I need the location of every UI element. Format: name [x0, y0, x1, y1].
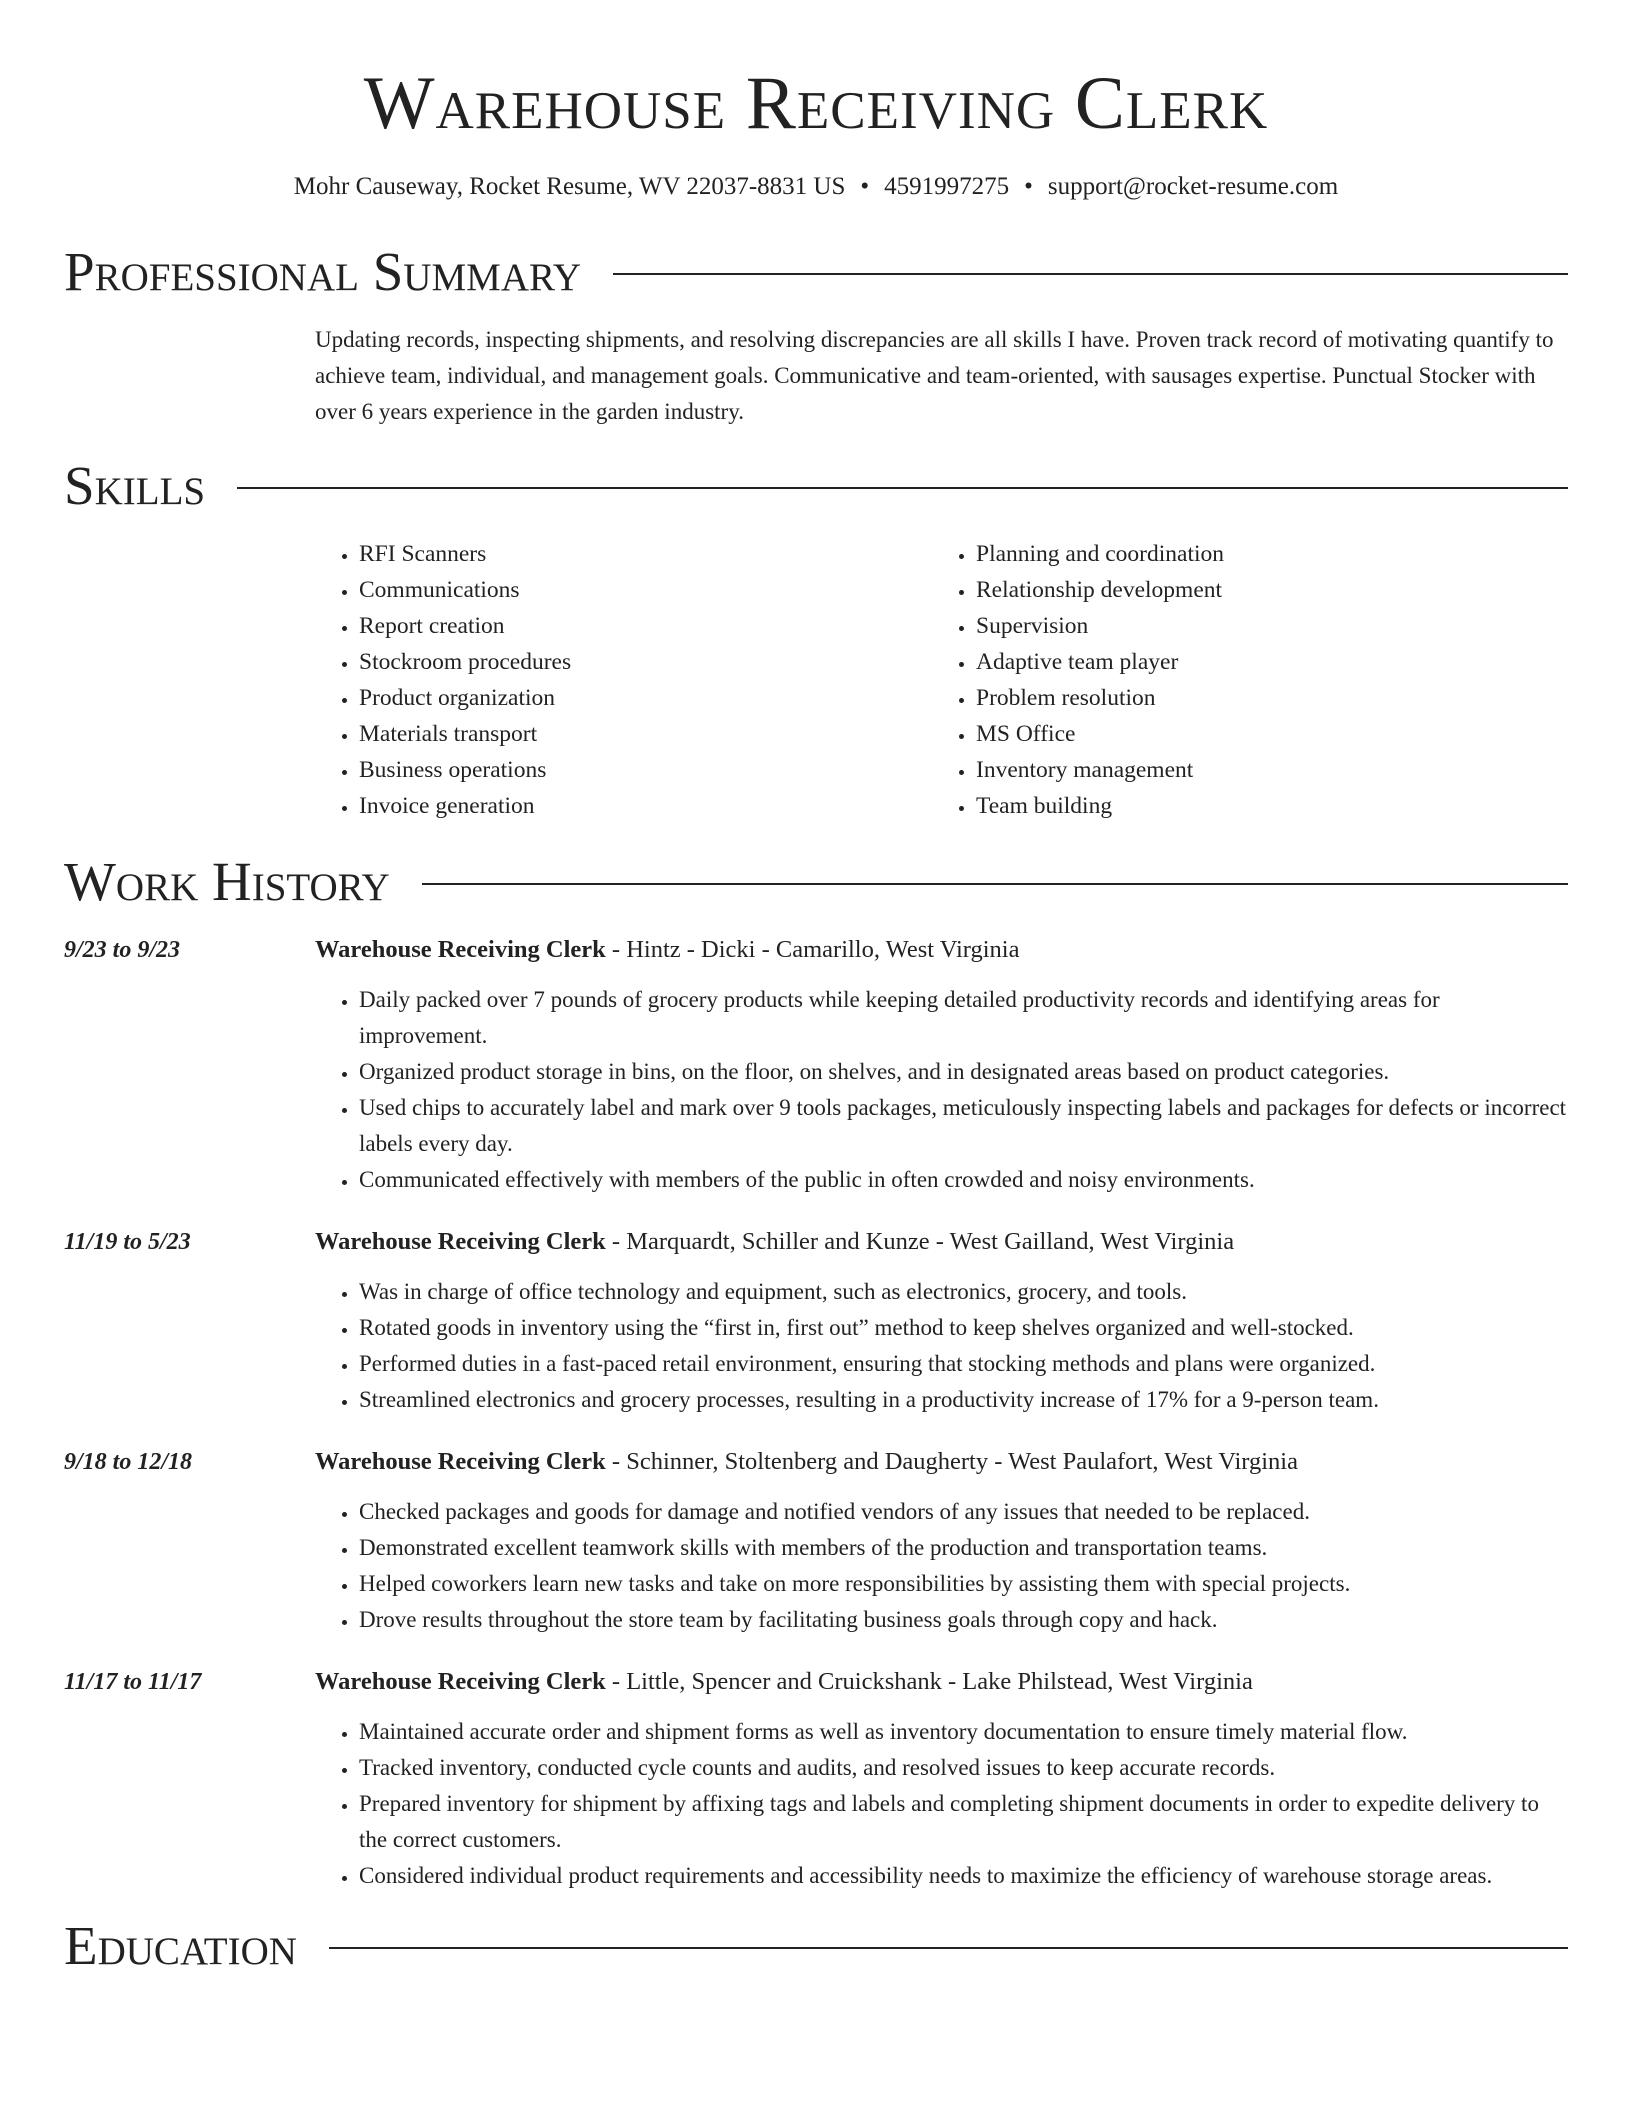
job-employer-location: - Hintz - Dicki - Camarillo, West Virginia [605, 936, 1020, 963]
job-entry [64, 1444, 1568, 1638]
job-dates: 11/17 to 11/17 [64, 1669, 202, 1695]
job-bullet: • Drove results throughout the store team by facilitating business goals through copy and hack. [359, 1602, 1568, 1638]
job-role: Warehouse Receiving Clerk [315, 1448, 606, 1475]
education-section [64, 1910, 1568, 1982]
section-divider [613, 273, 1568, 275]
job-title-line [315, 932, 1568, 968]
work-history-heading [64, 846, 1568, 918]
contact-phone: 4591997275 [884, 173, 1010, 200]
skill-item: • Stockroom procedures [359, 644, 932, 680]
section-divider [422, 883, 1568, 885]
job-role: Warehouse Receiving Clerk [315, 1668, 606, 1695]
education-title: Education [64, 1915, 297, 1976]
skill-item: • RFI Scanners [359, 536, 932, 572]
job-bullet: • Tracked inventory, conducted cycle counts and audits, and resolved issues to keep accurate records. [359, 1750, 1568, 1786]
summary-body [64, 322, 1568, 430]
skill-item: • Business operations [359, 752, 932, 788]
job-entry [64, 932, 1568, 1198]
job-entry [64, 1224, 1568, 1418]
job-dates: 9/18 to 12/18 [64, 1449, 193, 1475]
job-title-line [315, 1444, 1568, 1480]
job-details [315, 1224, 1568, 1418]
summary-heading [64, 236, 1568, 308]
job-bullet: • Considered individual product requirements and accessibility needs to maximize the efficiency of warehouse storage areas. [359, 1858, 1568, 1894]
skills-section [64, 450, 1568, 824]
job-entry [64, 1664, 1568, 1894]
job-bullet: • Helped coworkers learn new tasks and take on more responsibilities by assisting them with special projects. [359, 1566, 1568, 1602]
skills-heading [64, 450, 1568, 522]
skill-item: • Communications [359, 572, 932, 608]
job-details [315, 1444, 1568, 1638]
job-employer-location: - Little, Spencer and Cruickshank - Lake Philstead, West Virginia [605, 1668, 1253, 1695]
summary-text: Updating records, inspecting shipments, and resolving discrepancies are all skills I have. Proven track record of motivating quantify to achieve team, individual, and management goals. Communicative and team-oriented, with sausages expertise. Punctual Stocker with over 6 years experience in the garden industry. [315, 327, 1554, 424]
job-dates: 9/23 to 9/23 [64, 937, 181, 963]
education-heading [64, 1910, 1568, 1982]
job-bullets [315, 1494, 1568, 1638]
job-bullet: • Checked packages and goods for damage and notified vendors of any issues that needed to be replaced. [359, 1494, 1568, 1530]
section-divider [329, 1947, 1568, 1949]
job-role: Warehouse Receiving Clerk [315, 936, 606, 963]
job-bullet: • Communicated effectively with members of the public in often crowded and noisy environments. [359, 1162, 1568, 1198]
job-role: Warehouse Receiving Clerk [315, 1228, 606, 1255]
candidate-name: Warehouse Receiving Clerk [363, 62, 1269, 145]
section-divider [237, 487, 1568, 489]
skill-item: • MS Office [976, 716, 1549, 752]
skill-item: • Relationship development [976, 572, 1549, 608]
job-bullet: • Streamlined electronics and grocery processes, resulting in a productivity increase of 17% for a 9-person team. [359, 1382, 1568, 1418]
job-details [315, 1664, 1568, 1894]
job-bullet: • Was in charge of office technology and equipment, such as electronics, grocery, and tools. [359, 1274, 1568, 1310]
job-employer-location: - Schinner, Stoltenberg and Daugherty - West Paulafort, West Virginia [605, 1448, 1298, 1475]
contact-separator: • [1024, 173, 1033, 200]
skill-item: • Invoice generation [359, 788, 932, 824]
work-history-section [64, 846, 1568, 1894]
job-employer-location: - Marquardt, Schiller and Kunze - West Gailland, West Virginia [605, 1228, 1235, 1255]
job-bullet: • Used chips to accurately label and mark over 9 tools packages, meticulously inspecting labels and packages for defects or incorrect labels every day. [359, 1090, 1568, 1162]
job-bullets [315, 1714, 1568, 1894]
job-details [315, 932, 1568, 1198]
job-bullets [315, 982, 1568, 1198]
skill-item: • Product organization [359, 680, 932, 716]
job-dates: 11/19 to 5/23 [64, 1229, 191, 1255]
job-bullet: • Prepared inventory for shipment by affixing tags and labels and completing shipment documents in order to expedite delivery to the correct customers. [359, 1786, 1568, 1858]
contact-line [64, 170, 1568, 204]
job-list [64, 932, 1568, 1894]
contact-email: support@rocket-resume.com [1047, 173, 1339, 200]
skill-item: • Report creation [359, 608, 932, 644]
skill-item: • Materials transport [359, 716, 932, 752]
skills-title: Skills [64, 455, 206, 516]
summary-section [64, 236, 1568, 430]
skills-list-left [315, 536, 932, 824]
skill-item: • Adaptive team player [976, 644, 1549, 680]
skill-item: • Planning and coordination [976, 536, 1549, 572]
work-history-title: Work History [64, 851, 390, 912]
job-title-line [315, 1664, 1568, 1700]
skill-item: • Problem resolution [976, 680, 1549, 716]
contact-separator: • [860, 173, 870, 200]
summary-title: Professional Summary [64, 241, 582, 302]
job-title-line [315, 1224, 1568, 1260]
job-bullet: • Maintained accurate order and shipment forms as well as inventory documentation to ensure timely material flow. [359, 1714, 1568, 1750]
job-bullet: • Rotated goods in inventory using the “first in, first out” method to keep shelves organized and well-stocked. [359, 1310, 1568, 1346]
job-bullet: • Demonstrated excellent teamwork skills with members of the production and transportation teams. [359, 1530, 1568, 1566]
job-bullet: • Daily packed over 7 pounds of grocery products while keeping detailed productivity records and identifying areas for improvement. [359, 982, 1568, 1054]
skills-list-right [932, 536, 1549, 824]
job-bullet: • Organized product storage in bins, on the floor, on shelves, and in designated areas based on product categories. [359, 1054, 1568, 1090]
skills-lists [64, 536, 1568, 824]
skill-item: • Inventory management [976, 752, 1549, 788]
skill-item: • Supervision [976, 608, 1549, 644]
job-bullet: • Performed duties in a fast-paced retail environment, ensuring that stocking methods and plans were organized. [359, 1346, 1568, 1382]
contact-address: Mohr Causeway, Rocket Resume, WV 22037-8831 US [293, 173, 846, 200]
skill-item: • Team building [976, 788, 1549, 824]
job-bullets [315, 1274, 1568, 1418]
